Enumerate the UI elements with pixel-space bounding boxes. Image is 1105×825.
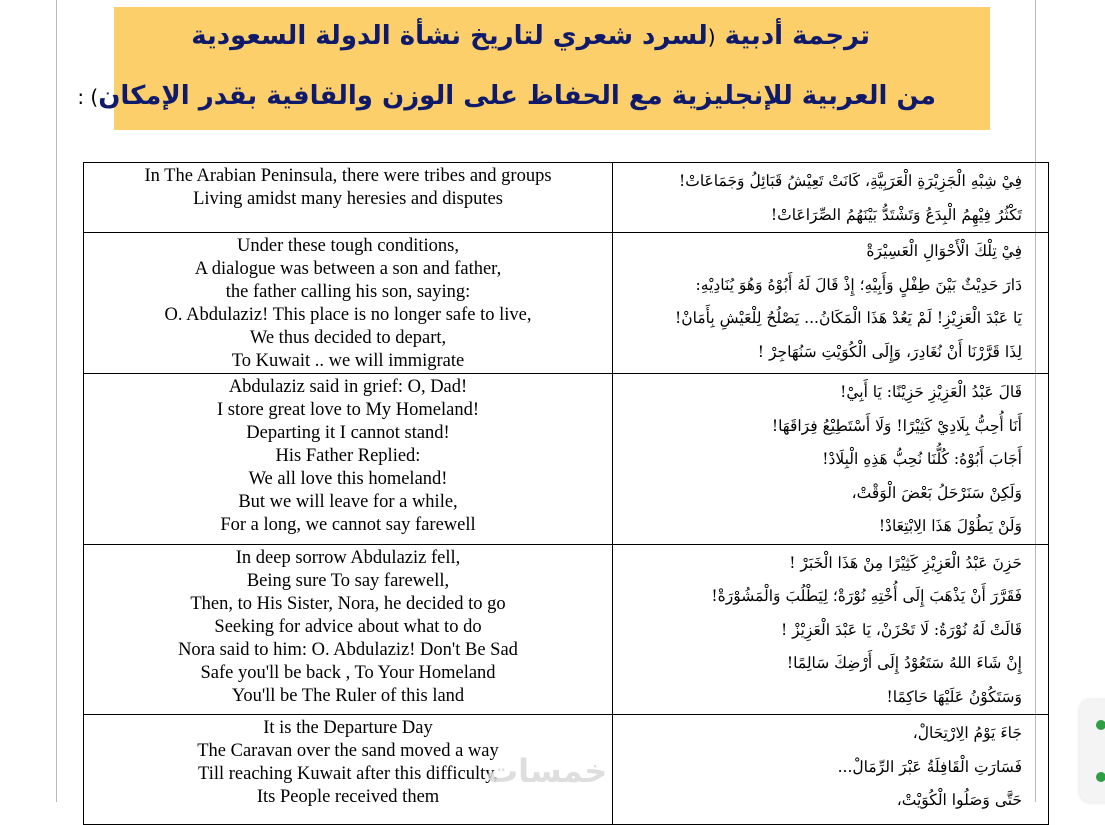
- english-verse-line: To Kuwait .. we will immigrate: [231, 351, 465, 371]
- english-verse-line: It is the Departure Day: [263, 718, 433, 738]
- english-cell: [84, 544, 613, 715]
- english-verse-line: O. Abdulaziz! This place is no longer safe to live,: [164, 305, 532, 325]
- english-verse-line: You'll be The Ruler of this land: [231, 685, 465, 706]
- english-verse-line: Seeking for advice about what to do: [214, 616, 482, 637]
- arabic-verse-line: فَقَرَّرَ أَنْ يَذْهَبَ إِلَى أُخْتِهِ نُوْرَةْ؛ لِيَطْلُبَ وَالْمَشُوْرَةْ!: [711, 587, 1022, 605]
- arabic-cell: [613, 374, 1049, 545]
- english-verse-line: We thus decided to depart,: [249, 328, 447, 348]
- watermark-logo: خمسات: [486, 752, 608, 790]
- title-line-1-rest: لسرد شعري لتاريخ نشأة الدولة السعودية: [191, 21, 708, 51]
- arabic-verse-line: جَاءَ يَوْمُ الِارْتِحَالْ،: [912, 724, 1022, 742]
- arabic-verse-line: دَارَ حَدِيْثٌ بَيْنَ طِفْلٍ وَأَبِيْهِ؛ إِذْ قَالَ لَهُ أَبُوْهُ وَهُوَ يُنَادِيْهِ:: [695, 275, 1022, 294]
- english-cell: [84, 233, 613, 374]
- english-verse-line: the father calling his son, saying:: [225, 282, 471, 302]
- english-verse-line: His Father Replied:: [275, 446, 421, 466]
- arabic-verse-line: يَا عَبْدَ الْعَزِيْزِ! لَمْ يَعُدْ هَذَا الْمَكَانُ... يَصْلُحُ لِلْعَيْشِ بِأَمَانْ!: [675, 309, 1022, 327]
- arabic-verse-line: حَزِنَ عَبْدُ الْعَزِيْزِ كَثِيْرًا مِنْ هَذَا الْخَبَرْ !: [789, 553, 1022, 572]
- arabic-verse-line: تَكْثُرُ فِيْهِمُ الْبِدَعُ وَتَشْتَدُّ بَيْنَهُمُ الصِّرَاعَاتْ!: [770, 205, 1022, 224]
- table-row: [84, 544, 1049, 715]
- english-verse-line: A dialogue was between a son and father,: [194, 259, 502, 279]
- english-verse-line: The Caravan over the sand moved a way: [197, 741, 499, 761]
- table-row: [84, 374, 1049, 545]
- arabic-verse-line: قَالَتْ لَهُ نُوْرَةُ: لَا تَحْزَنْ، يَا عَبْدَ الْعَزِيْزْ !: [780, 620, 1022, 639]
- english-verse-line: For a long, we cannot say farewell: [220, 515, 476, 535]
- arabic-cell: [613, 544, 1049, 715]
- side-widget[interactable]: [1080, 700, 1105, 802]
- arabic-verse-line: فِيْ تِلْكَ الْأَحْوَالِ الْعَسِيْرَةْ: [866, 242, 1022, 260]
- english-verse-line: I store great love to My Homeland!: [216, 400, 479, 420]
- arabic-verse-line: أَنَا أُحِبُّ بِلَادِيْ كَثِيْرًا! وَلَا أَسْتَطِيْعُ فِرَاقَهَا!: [771, 416, 1022, 435]
- arabic-cell: [613, 233, 1049, 374]
- table-row: [84, 233, 1049, 374]
- english-verse-line: In deep sorrow Abdulaziz fell,: [235, 547, 461, 568]
- arabic-cell: [613, 163, 1049, 233]
- english-verse-line: Being sure To say farewell,: [246, 570, 450, 591]
- arabic-verse-line: وَسَتَكُوْنُ عَلَيْهَا حَاكِمًا!: [886, 687, 1022, 706]
- english-verse-line: Under these tough conditions,: [237, 236, 459, 256]
- arabic-verse-line: فَسَارَتِ الْقَافِلَةُ عَبْرَ الرِّمَالْ...: [837, 757, 1022, 776]
- status-dot-icon: [1096, 720, 1105, 730]
- arabic-verse-line: أَجَابَ أَبُوْهُ: كُلُّنَا نُحِبُّ هَذِهِ الْبِلَادْ!: [822, 450, 1022, 468]
- title-paren-close: ) :: [77, 85, 99, 109]
- english-verse-line: Till reaching Kuwait after this difficulty,: [198, 764, 498, 784]
- translation-table: [83, 162, 1049, 825]
- english-verse-line: In The Arabian Peninsula, there were tribes and groups: [144, 166, 552, 186]
- english-verse-line: Nora said to him: O. Abdulaziz! Don't Be Sad: [178, 639, 518, 660]
- arabic-cell: [613, 715, 1049, 825]
- title-line-2-main: من العربية للإنجليزية مع الحفاظ على الوزن والقافية بقدر الإمكان: [98, 81, 936, 111]
- arabic-verse-line: قَالَ عَبْدُ الْعَزِيْزِ حَزِيْنًا: يَا أَبِيْ!: [840, 383, 1022, 401]
- english-verse-line: Then, to His Sister, Nora, he decided to go: [190, 593, 506, 614]
- title-paren-open: (: [707, 25, 716, 49]
- arabic-verse-line: لِذَا قَرَّرْنَا أَنْ نُغَادِرَ، وَإِلَى الْكُوَيْتِ سَنُهَاجِرْ !: [757, 342, 1022, 361]
- english-verse-line: Its People received them: [256, 787, 440, 807]
- arabic-verse-line: وَلَكِنْ سَنَرْحَلُ بَعْضَ الْوَقْتْ،: [851, 483, 1022, 502]
- english-verse-line: Safe you'll be back , To Your Homeland: [200, 662, 496, 683]
- title-line-1-main: ترجمة أدبية: [724, 21, 870, 51]
- english-verse-line: Living amidst many heresies and disputes: [193, 189, 503, 209]
- english-verse-line: But we will leave for a while,: [238, 492, 458, 512]
- english-cell: [84, 374, 613, 545]
- title-line-2: [77, 81, 936, 111]
- english-verse-line: We all love this homeland!: [248, 469, 448, 489]
- english-verse-line: Abdulaziz said in grief: O, Dad!: [228, 377, 468, 397]
- arabic-verse-line: وَلَنْ يَطُوْلَ هَذَا الِابْتِعَادْ!: [878, 517, 1022, 535]
- status-dot-icon: [1096, 772, 1105, 782]
- english-verse-line: Departing it I cannot stand!: [246, 423, 450, 443]
- title-banner: [77, 7, 990, 130]
- arabic-verse-line: فِيْ شِبْهِ الْجَزِيْرَةِ الْعَرَبِيَّةِ، كَانَتْ تَعِيْشُ قَبَائِلُ وَجَمَاعَاتْ!: [679, 172, 1022, 190]
- english-cell: [84, 163, 613, 233]
- arabic-verse-line: إِنْ شَاءَ اللهُ سَتَعُوْدُ إِلَى أَرْضِكَ سَالِمًا!: [786, 654, 1022, 672]
- title-line-1: [191, 21, 870, 51]
- arabic-verse-line: حَتَّى وَصَلُوا الْكُوَيْتْ،: [896, 791, 1022, 809]
- table-row: [84, 163, 1049, 233]
